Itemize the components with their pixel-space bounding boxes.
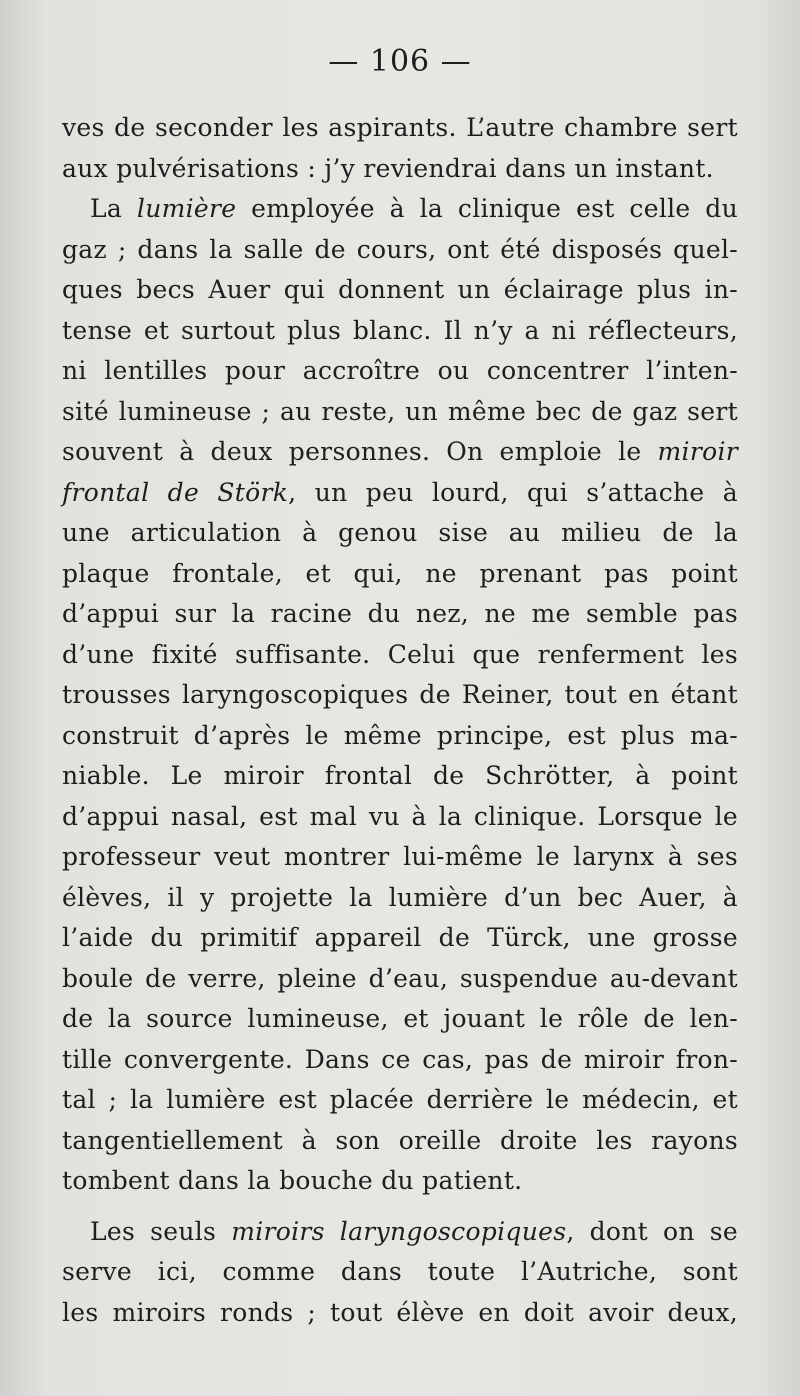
text-run: ni lentilles pour accroître ou concentrer l’inten-: [62, 356, 738, 385]
body-text: [62, 108, 738, 1333]
text-run: Les seuls: [90, 1216, 232, 1246]
text-run: boule de verre, pleine d’eau, suspendue au-devant: [62, 963, 738, 993]
text-line: [62, 230, 738, 271]
text-run: construit d’après le même principe, est plus ma-: [62, 720, 738, 750]
text-line: [62, 392, 738, 433]
text-line: [62, 756, 738, 797]
text-line: [62, 1252, 738, 1293]
text-run: gaz ; dans la salle de cours, ont été disposés quel-: [62, 234, 738, 264]
text-line: [62, 473, 738, 514]
text-line: [62, 311, 738, 352]
italic-text: frontal de Störk: [62, 477, 289, 507]
text-run: d’une fixité suffisante. Celui que renferment les: [62, 639, 738, 669]
text-run: une articulation à genou sise au milieu de la: [62, 518, 738, 547]
paragraph-gap: [62, 1202, 738, 1212]
text-line: [62, 1161, 738, 1202]
text-line: [62, 351, 738, 392]
text-run: tille convergente. Dans ce cas, pas de miroir fron-: [62, 1044, 738, 1074]
text-run: sité lumineuse ; au reste, un même bec de gaz sert: [62, 396, 738, 426]
text-line: [62, 716, 738, 757]
text-line: [62, 594, 738, 635]
text-run: tal ; la lumière est placée derrière le médecin, et: [62, 1085, 738, 1114]
text-line: [62, 513, 738, 554]
text-run: élèves, il y projette la lumière d’un bec Auer, à: [62, 882, 738, 912]
text-run: La: [90, 194, 137, 223]
text-line: [62, 1293, 738, 1334]
text-run: ques becs Auer qui donnent un éclairage plus in-: [62, 275, 738, 304]
italic-text: miroir: [657, 437, 738, 466]
text-run: de la source lumineuse, et jouant le rôle de len-: [62, 1004, 738, 1033]
text-line: [62, 918, 738, 959]
text-run: l’aide du primitif appareil de Türck, une grosse: [62, 923, 738, 952]
text-line: [62, 189, 738, 230]
text-line: [62, 108, 738, 149]
text-line: [62, 432, 738, 473]
text-line: [62, 635, 738, 676]
text-run: d’appui nasal, est mal vu à la clinique. Lorsque le: [62, 801, 738, 831]
text-line: [62, 149, 738, 190]
text-run: niable. Le miroir frontal de Schrötter, à point: [62, 761, 738, 790]
text-run: les miroirs ronds ; tout élève en doit avoir deux,: [62, 1297, 738, 1327]
text-run: tense et surtout plus blanc. Il n’y a ni réflecteurs,: [62, 315, 738, 345]
text-line: [62, 878, 738, 919]
text-line: [62, 1080, 738, 1121]
text-run: ves de seconder les aspirants. L’autre chambre sert: [62, 113, 738, 142]
text-line: [62, 675, 738, 716]
italic-text: miroirs laryngoscopiques: [231, 1216, 567, 1246]
text-line: [62, 1040, 738, 1081]
text-line: [62, 837, 738, 878]
text-line: [62, 1121, 738, 1162]
text-run: souvent à deux personnes. On emploie le: [62, 437, 658, 466]
page-number: — 106 —: [328, 44, 472, 79]
text-line: [62, 1212, 738, 1253]
text-run: , dont on se: [566, 1216, 738, 1246]
text-line: [62, 797, 738, 838]
text-run: , un peu lourd, qui s’attache à: [288, 477, 738, 507]
text-line: [62, 270, 738, 311]
text-run: aux pulvérisations : j’y reviendrai dans un instant.: [62, 153, 714, 183]
italic-text: lumière: [136, 194, 237, 223]
text-run: plaque frontale, et qui, ne prenant pas point: [62, 558, 738, 588]
text-run: d’appui sur la racine du nez, ne me semble pas: [62, 599, 738, 628]
text-line: [62, 554, 738, 595]
text-run: serve ici, comme dans toute l’Autriche, sont: [62, 1257, 738, 1286]
text-line: [62, 959, 738, 1000]
text-run: tangentiellement à son oreille droite les rayons: [62, 1125, 738, 1155]
text-run: tombent dans la bouche du patient.: [62, 1166, 523, 1195]
text-run: professeur veut montrer lui-même le larynx à ses: [62, 842, 738, 871]
text-line: [62, 999, 738, 1040]
text-run: trousses laryngoscopiques de Reiner, tout en étant: [62, 680, 738, 709]
text-run: employée à la clinique est celle du: [236, 194, 739, 223]
